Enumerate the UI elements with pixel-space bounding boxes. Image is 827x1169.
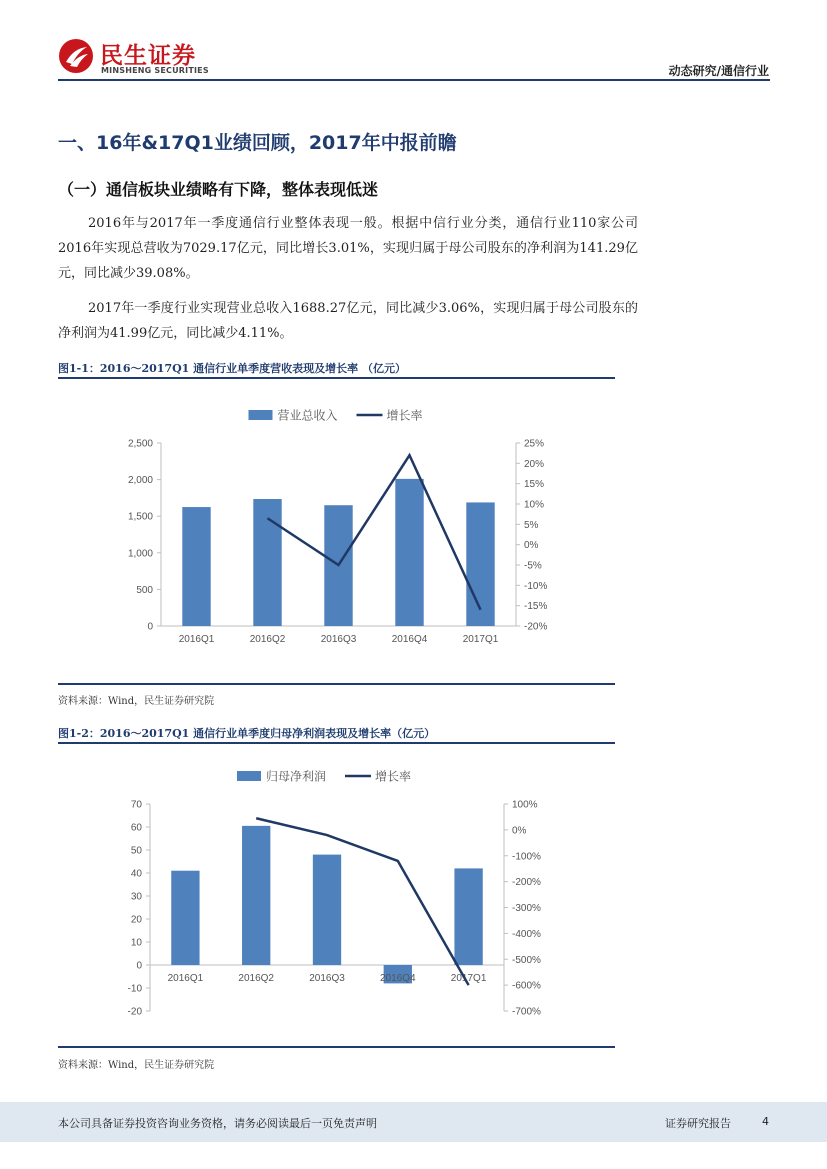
logo-english-name: MINSHENG SECURITIES <box>101 66 209 75</box>
figure-divider <box>58 1046 615 1048</box>
y-left-tick-label: 2,500 <box>127 438 153 450</box>
bar <box>253 499 281 626</box>
y-left-tick-label: 40 <box>130 868 142 880</box>
y-right-tick-label: -15% <box>524 601 548 613</box>
subsection-title: （一）通信板块业绩略有下降，整体表现低迷 <box>58 180 379 199</box>
x-tick-label: 2016Q2 <box>238 973 274 984</box>
y-right-tick-label: 25% <box>524 438 545 450</box>
y-left-tick-label: 60 <box>130 822 142 834</box>
y-right-tick-label: -100% <box>512 851 541 863</box>
y-left-tick-label: 30 <box>130 891 142 903</box>
y-left-tick-label: 0 <box>147 621 153 633</box>
y-left-tick-label: 1,500 <box>127 511 153 523</box>
figure-divider <box>58 742 615 744</box>
y-right-tick-label: 10% <box>524 499 545 511</box>
legend-line-label: 增长率 <box>386 408 423 423</box>
legend-bar-swatch <box>249 410 273 420</box>
logo-chinese-name: 民生证券 <box>100 43 196 69</box>
figure-source: 资料来源：Wind，民生证券研究院 <box>58 696 215 707</box>
y-right-tick-label: 0% <box>512 825 527 837</box>
net-profit-growth-chart <box>58 745 615 1043</box>
legend-bar-swatch <box>237 771 261 781</box>
y-left-tick-label: 500 <box>136 584 153 596</box>
y-left-tick-label: 1,000 <box>127 548 153 560</box>
y-left-tick-label: 20 <box>130 914 142 926</box>
minsheng-logo-icon <box>58 38 94 74</box>
header-divider <box>58 79 770 81</box>
figure-divider <box>58 377 615 379</box>
y-left-tick-label: -10 <box>127 983 142 995</box>
footer-disclaimer: 本公司具备证券投资咨询业务资格，请务必阅读最后一页免责声明 <box>58 1117 377 1130</box>
y-left-tick-label: 50 <box>130 845 142 857</box>
growth-line <box>256 818 468 985</box>
bar <box>242 826 270 965</box>
x-tick-label: 2017Q1 <box>462 634 499 645</box>
figure-title: 图1-1：2016～2017Q1 通信行业单季度营收表现及增长率 （亿元） <box>58 362 406 375</box>
y-right-tick-label: -400% <box>512 928 541 940</box>
y-right-tick-label: 100% <box>512 799 538 811</box>
y-right-tick-label: -500% <box>512 954 541 966</box>
y-right-tick-label: 5% <box>524 519 539 531</box>
page-number: 4 <box>762 1115 769 1128</box>
y-right-tick-label: -600% <box>512 980 541 992</box>
x-tick-label: 2017Q1 <box>450 973 487 984</box>
x-tick-label: 2016Q1 <box>167 973 204 984</box>
x-tick-label: 2016Q4 <box>391 634 428 645</box>
y-right-tick-label: -20% <box>524 621 548 633</box>
body-paragraph: 2016年与2017年一季度通信行业整体表现一般。根据中信行业分类，通信行业110家公司2016年实现总营收为7029.17亿元，同比增长3.01%，实现归属于母公司股东的净利润为141.29亿元，同比减少39.08%。 <box>58 216 638 281</box>
y-right-tick-label: -10% <box>524 580 548 592</box>
x-tick-label: 2016Q4 <box>380 973 416 984</box>
section-title: 一、16年&17Q1业绩回顾，2017年中报前瞻 <box>58 132 457 154</box>
legend-line-label: 增长率 <box>375 769 412 784</box>
revenue-growth-chart <box>58 380 615 680</box>
y-left-tick-label: 2,000 <box>127 475 153 487</box>
y-left-tick-label: 0 <box>136 960 142 972</box>
y-left-tick-label: 10 <box>130 937 142 949</box>
bar <box>171 871 199 965</box>
x-tick-label: 2016Q3 <box>320 634 357 645</box>
growth-line <box>268 455 481 610</box>
legend-bar-label: 归母净利润 <box>266 769 327 784</box>
y-right-tick-label: -200% <box>512 877 541 889</box>
body-paragraph: 2017年一季度行业实现营业总收入1688.27亿元，同比减少3.06%，实现归属于母公司股东的净利润为41.99亿元，同比减少4.11%。 <box>58 301 638 341</box>
bar <box>182 507 210 626</box>
x-tick-label: 2016Q1 <box>178 634 215 645</box>
legend-bar-label: 营业总收入 <box>277 408 338 423</box>
x-tick-label: 2016Q2 <box>249 634 286 645</box>
y-left-tick-label: -20 <box>127 1006 142 1018</box>
bar <box>454 868 482 965</box>
y-right-tick-label: -700% <box>512 1006 541 1018</box>
figure-title: 图1-2：2016～2017Q1 通信行业单季度归母净利润表现及增长率（亿元） <box>58 727 436 740</box>
figure-source: 资料来源：Wind，民生证券研究院 <box>58 1060 215 1071</box>
y-right-tick-label: 0% <box>524 540 539 552</box>
report-type-label: 动态研究/通信行业 <box>668 64 769 78</box>
x-tick-label: 2016Q3 <box>309 973 345 984</box>
y-right-tick-label: -300% <box>512 903 541 914</box>
bar <box>313 855 341 965</box>
y-left-tick-label: 70 <box>130 799 142 811</box>
bar <box>395 479 423 626</box>
figure-divider <box>58 683 615 685</box>
footer-report-label: 证券研究报告 <box>665 1117 731 1130</box>
y-right-tick-label: 20% <box>524 458 545 470</box>
y-right-tick-label: 15% <box>524 479 545 491</box>
y-right-tick-label: -5% <box>524 560 542 572</box>
